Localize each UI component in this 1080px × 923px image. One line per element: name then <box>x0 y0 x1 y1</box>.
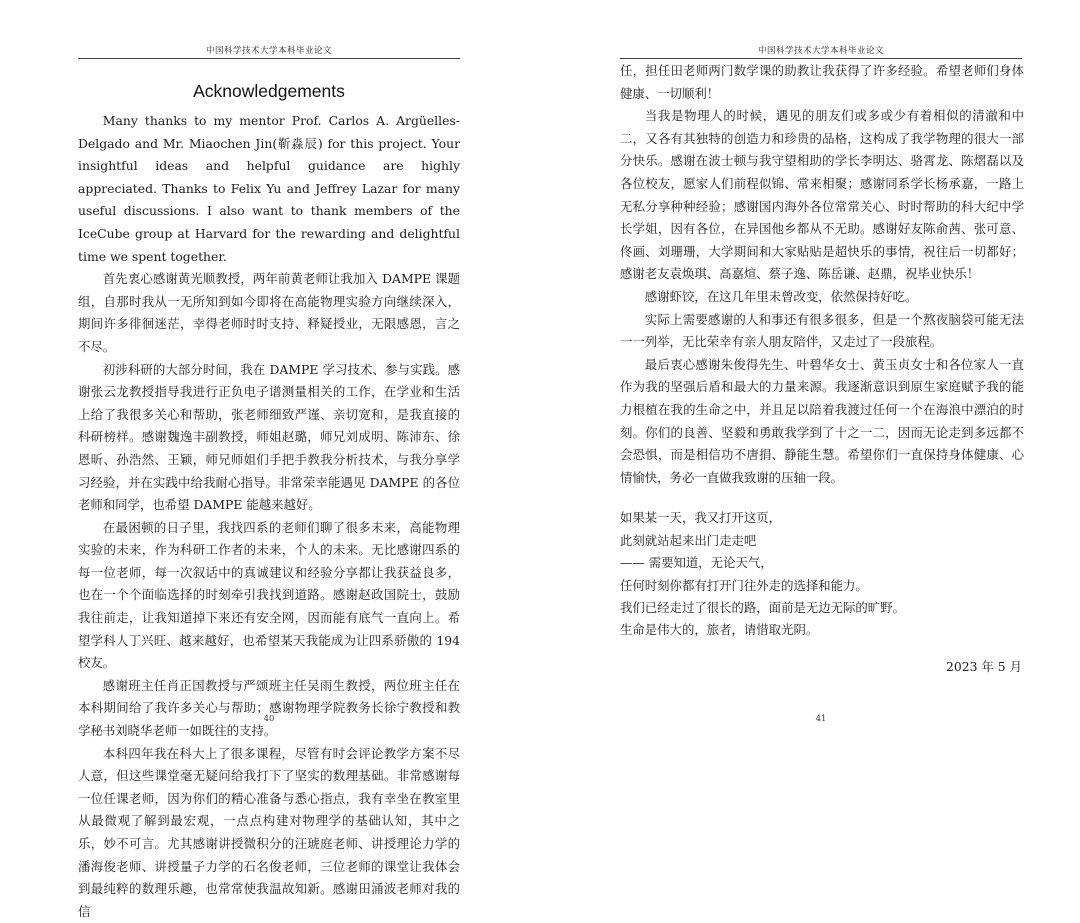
paragraph-thanks-supervisor: 首先衷心感谢黄光顺教授，两年前黄老师让我加入 DAMPE 课题组，自那时我从一无所知到如今即将在高能物理实验方向继续深入，期间许多徘徊迷茫，幸得老师时时支持、释疑授业，无限感恩，言之不尽。 <box>78 271 460 354</box>
paragraph-thanks-shrimp-dumpling: 感谢虾饺，在这几年里未曾改变，依然保持好吃。 <box>644 288 918 304</box>
poem-line: 生命是伟大的，旅者，请惜取光阴。 <box>620 622 819 638</box>
paragraph-thanks-friends: 当我是物理人的时候，遇见的朋友们或多或少有着相似的清澈和中二，又各有其独特的创造力和珍贵的品格，这构成了我学物理的很大一部分快乐。感谢在波士顿与我守望相助的学长李明达、骆霄龙、陈熠磊以及各位校友，愿家人们前程似锦、常来相聚；感谢同系学长杨承嘉，一路上无私分享种种经验；感谢国内海外各位常常关心、时时帮助的科大纪中学长学姐，因有各位，在异国他乡都从不无助。感谢好友陈俞茜、张可意、佟画、刘珊珊，大学期间和大家贴贴是超快乐的事情，祝往后一切都好；感谢老友袁焕琪、高嘉煊、蔡子逸、陈岳谦、赵鼎，祝毕业快乐！ <box>620 108 1024 282</box>
poem-line: —— 需要知道，无论天气， <box>620 555 773 571</box>
poem-line: 如果某一天，我又打开这页， <box>620 510 782 526</box>
paragraph-thanks-dampe: 初涉科研的大部分时间，我在 DAMPE 学习技术、参与实践。感谢张云龙教授指导我进行正负电子谱测量相关的工作，在学业和生活上给了我很多关心和帮助，张老师细致严谨、亲切宽和，是我直接的科研榜样。感谢魏逸丰副教授，师姐赵璐，师兄刘成明、陈沛东、徐恩昕、孙浩然、王颖，师兄师姐们手把手教我分析技术，与我分享学习经验，并在实践中给我耐心指导。非常荣幸能遇见 DAMPE 的各位老师和同学，也希望 DAMPE 能越来越好。 <box>78 361 460 513</box>
page-number: 41 <box>815 714 827 724</box>
right-page <box>540 0 1080 766</box>
left-page-content <box>78 78 460 923</box>
right-page-content <box>620 60 1024 678</box>
paragraph-thanks-family: 最后衷心感谢朱俊得先生、叶碧华女士、黄玉贞女士和各位家人一直作为我的坚强后盾和最大的力量来源。我逐渐意识到原生家庭赋予我的能力根植在我的生命之中，并且足以陪着我渡过任何一个在海浪中漂泊的时刻。你们的良善、坚毅和勇敢我学到了十之一二，因而无论走到多远都不会恐惧，而是相信功不唐捐、静能生慧。希望你们一直保持身体健康、心情愉快，务必一直做我致谢的压轴一段。 <box>620 356 1024 485</box>
closing-poem <box>620 507 1024 641</box>
paragraph-thanks-everyone: 实际上需要感谢的人和事还有很多很多，但是一个熬夜脑袋可能无法一一列举，无比荣幸有亲人朋友陪伴，又走过了一段旅程。 <box>620 311 1024 350</box>
date-line: 2023 年 5 月 <box>945 658 1022 674</box>
poem-line: 任何时刻你都有打开门往外走的选择和能力。 <box>620 577 868 593</box>
poem-line: 此刻就站起来出门走走吧 <box>620 532 757 548</box>
paragraph-english-thanks: Many thanks to my mentor Prof. Carlos A. Argüelles-Delgado and Mr. Miaochen Jin(靳淼辰) for this project. Your insightful ideas and helpful guidance are highly appreciated. Thanks to Felix Yu and Jeffrey Lazar for many useful discussions. I also want to thank members of the IceCube group at Harvard for the rewarding and delightful time we spent together. <box>78 113 460 264</box>
page-number: 40 <box>263 714 275 724</box>
header-rule <box>620 58 1022 59</box>
running-header: 中国科学技术大学本科毕业论文 <box>757 46 884 56</box>
header-rule <box>78 58 460 59</box>
poem-line: 我们已经走过了很长的路，面前是无边无际的旷野。 <box>620 599 905 615</box>
acknowledgements-title: Acknowledgements <box>193 81 345 101</box>
left-page <box>0 0 540 919</box>
paragraph-continued: 任，担任田老师两门数学课的助教让我获得了许多经验。希望老师们身体健康、一切顺利！ <box>620 63 1024 101</box>
paragraph-thanks-class-advisors: 感谢班主任肖正国教授与严颂班主任吴雨生教授，两位班主任在本科期间给了我许多关心与帮助；感谢物理学院教务长徐宁教授和教学秘书刘晓华老师一如既往的支持。 <box>78 677 460 739</box>
paragraph-thanks-teachers: 本科四年我在科大上了很多课程，尽管有时会评论教学方案不尽人意，但这些课堂毫无疑问给我打下了坚实的数理基础。非常感谢每一位任课老师，因为你们的精心准备与悉心指点，我有幸坐在教室里从最微观了解到最宏观，一点点构建对物理学的基础认知，其中之乐，妙不可言。尤其感谢讲授微积分的汪琥庭老师、讲授理论力学的潘海俊老师、讲授量子力学的石名俊老师，三位老师的课堂让我体会到最纯粹的数理乐趣，也常常使我温故知新。感谢田涌波老师对我的信 <box>78 745 460 919</box>
paragraph-thanks-department: 在最困顿的日子里，我找四系的老师们聊了很多未来，高能物理实验的未来，作为科研工作者的未来，个人的未来。无比感谢四系的每一位老师，每一次叙话中的真诚建议和经验分享都让我获益良多，也在一个个面临选择的时刻牵引我找到道路。感谢赵政国院士，鼓励我往前走，让我知道掉下来还有安全网，因而能有底气一直向上。希望学科人丁兴旺、越来越好，也希望某天我能成为让四系骄傲的 194 校友。 <box>78 519 460 671</box>
running-header: 中国科学技术大学本科毕业论文 <box>205 46 332 56</box>
